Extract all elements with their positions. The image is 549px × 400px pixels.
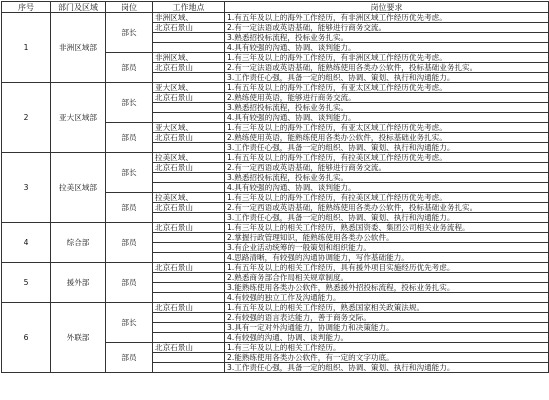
location-cell (153, 233, 225, 243)
requirement-cell: 3.工作责任心强，具备一定的组织、协调、策划、执行和沟通能力。 (225, 363, 549, 373)
dept-cell: 拉美区域部 (51, 153, 106, 223)
position-cell: 部员 (106, 193, 153, 223)
location-cell: 北京石景山 (153, 263, 225, 273)
location-cell (153, 333, 225, 343)
header-requirements: 岗位要求 (225, 2, 549, 13)
requirement-cell: 3.工作责任心强，具备一定的组织、协调、策划、执行和沟通能力。 (225, 73, 549, 83)
position-cell: 部长 (106, 83, 153, 123)
requirement-cell: 1.有三年及以上的海外工作经历，有亚太区域工作经历优先考虑。 (225, 123, 549, 133)
requirement-cell: 2.熟练使用英语，能够进行商务交流。 (225, 93, 549, 103)
location-cell (153, 173, 225, 183)
location-cell (153, 243, 225, 253)
seq-cell: 3 (2, 153, 51, 223)
table-row (2, 223, 549, 233)
header-position: 岗位 (106, 2, 153, 13)
location-cell: 北京石景山 (153, 93, 225, 103)
requirement-cell: 4.思路清晰，有较强的沟通协调能力，写作基础能力。 (225, 253, 549, 263)
dept-cell: 外联部 (51, 303, 106, 373)
requirement-cell: 2.有一定法语或英语基础，能熟练使用各类办公软件，投标基础业务扎实。 (225, 63, 549, 73)
requirement-cell: 4.具有较强的沟通、协调、谈判能力。 (225, 113, 549, 123)
location-cell: 北京石景山 (153, 23, 225, 33)
location-cell: 亚大区域、 (153, 83, 225, 93)
requirement-cell: 3.能熟练使用各类办公软件，熟悉援外招投标流程，投标业务扎实。 (225, 283, 549, 293)
seq-cell: 4 (2, 223, 51, 263)
dept-cell: 援外部 (51, 263, 106, 303)
recruitment-table (1, 1, 549, 373)
location-cell: 非洲区域、 (153, 13, 225, 23)
requirement-cell: 2.有一定法语或英语基础，能够进行商务交流。 (225, 23, 549, 33)
location-cell (153, 353, 225, 363)
location-cell: 北京石景山 (153, 133, 225, 143)
requirement-cell: 1.有三年及以上的海外工作经历，有拉美区域工作经历优先考虑。 (225, 193, 549, 203)
requirement-cell: 3.工作责任心强，具备一定的组织、协调、策划、执行和沟通能力。 (225, 213, 549, 223)
requirement-cell: 4.具有较强的沟通、协调、谈判能力。 (225, 43, 549, 53)
requirement-cell: 2.能熟练使用各类办公软件，有一定的文字功底。 (225, 353, 549, 363)
dept-cell: 综合部 (51, 223, 106, 263)
location-cell (153, 293, 225, 303)
location-cell (153, 43, 225, 53)
location-cell (153, 323, 225, 333)
table-row (2, 303, 549, 313)
table-row (2, 263, 549, 273)
requirement-cell: 1.有三年及以上的海外工作经历，有非洲区域工作经历优先考虑。 (225, 53, 549, 63)
requirement-cell: 1.有三年及以上的相关工作经历。 (225, 343, 549, 353)
position-cell: 部员 (106, 223, 153, 263)
header-dept: 部门及区域 (51, 2, 106, 13)
location-cell: 北京石景山 (153, 303, 225, 313)
location-cell (153, 183, 225, 193)
location-cell (153, 283, 225, 293)
requirement-cell: 1.有五年及以上的海外工作经历，有拉美区域工作经历优先考虑。 (225, 153, 549, 163)
requirement-cell: 1.有五年及以上的相关工作经历，熟悉国家相关政策法规。 (225, 303, 549, 313)
table-row (2, 83, 549, 93)
location-cell: 拉美区域、 (153, 153, 225, 163)
position-cell: 部员 (106, 53, 153, 83)
location-cell (153, 313, 225, 323)
location-cell: 北京石景山 (153, 343, 225, 353)
requirement-cell: 4.有较强的沟通、协调、谈判能力。 (225, 333, 549, 343)
requirement-cell: 2.有一定西语或英语基础，能熟练使用各类办公软件，投标基础业务扎实。 (225, 203, 549, 213)
requirement-cell: 3.有企业活动统筹的一般策划和组织能力。 (225, 243, 549, 253)
location-cell (153, 253, 225, 263)
requirement-cell: 1.有五年及以上的相关工作经历，具有援外项目实施经历优先考虑。 (225, 263, 549, 273)
location-cell (153, 73, 225, 83)
requirement-cell: 2.熟练使用英语，能熟练使用各类办公软件，投标基础业务扎实。 (225, 133, 549, 143)
dept-cell: 非洲区域部 (51, 13, 106, 83)
position-cell: 部长 (106, 13, 153, 53)
requirement-cell: 4.有较强的独立工作及沟通能力。 (225, 293, 549, 303)
requirement-cell: 1.有三年及以上的相关工作经历，熟悉国资委、集团公司相关业务流程。 (225, 223, 549, 233)
requirement-cell: 2.熟悉商务部合作局相关规章制度。 (225, 273, 549, 283)
requirement-cell: 2.掌握行政管理知识，能熟练使用各类办公软件。 (225, 233, 549, 243)
seq-cell: 5 (2, 263, 51, 303)
location-cell: 北京石景山 (153, 63, 225, 73)
location-cell: 亚大区域、 (153, 123, 225, 133)
position-cell: 部长 (106, 303, 153, 343)
dept-cell: 亚大区域部 (51, 83, 106, 153)
requirement-cell: 3.熟悉招投标流程，投标业务扎实。 (225, 103, 549, 113)
location-cell: 非洲区域、 (153, 53, 225, 63)
location-cell (153, 113, 225, 123)
location-cell: 北京石景山 (153, 203, 225, 213)
position-cell: 部员 (106, 123, 153, 153)
seq-cell: 1 (2, 13, 51, 83)
requirement-cell: 2.有一定西语或英语基础，能够进行商务交流。 (225, 163, 549, 173)
seq-cell: 6 (2, 303, 51, 373)
requirement-cell: 3.熟悉招投标流程，投标业务扎实。 (225, 173, 549, 183)
requirement-cell: 2.有较强的语言表达能力，善于商务交际。 (225, 313, 549, 323)
requirement-cell: 1.有五年及以上的海外工作经历，有非洲区域工作经历优先考虑。 (225, 13, 549, 23)
location-cell (153, 273, 225, 283)
position-cell: 部长 (106, 153, 153, 193)
header-seq: 序号 (2, 2, 51, 13)
location-cell (153, 143, 225, 153)
position-cell: 部员 (106, 343, 153, 373)
position-cell: 部员 (106, 263, 153, 303)
header-row (2, 2, 549, 13)
seq-cell: 2 (2, 83, 51, 153)
requirement-cell: 3.具有一定对外沟通能力，协调能力和决策能力。 (225, 323, 549, 333)
requirement-cell: 3.熟悉招投标流程，投标业务扎实。 (225, 33, 549, 43)
table-row (2, 13, 549, 23)
requirement-cell: 4.具有较强的沟通、协调、谈判能力。 (225, 183, 549, 193)
table-row (2, 153, 549, 163)
location-cell (153, 213, 225, 223)
location-cell (153, 103, 225, 113)
location-cell (153, 33, 225, 43)
requirement-cell: 1.有五年及以上的海外工作经历，有亚太区域工作经历优先考虑。 (225, 83, 549, 93)
location-cell: 北京石景山 (153, 223, 225, 233)
requirement-cell: 3.工作责任心强，具备一定的组织、协调、策划、执行和沟通能力。 (225, 143, 549, 153)
location-cell: 拉美区域、 (153, 193, 225, 203)
header-location: 工作地点 (153, 2, 225, 13)
location-cell (153, 363, 225, 373)
location-cell: 北京石景山 (153, 163, 225, 173)
